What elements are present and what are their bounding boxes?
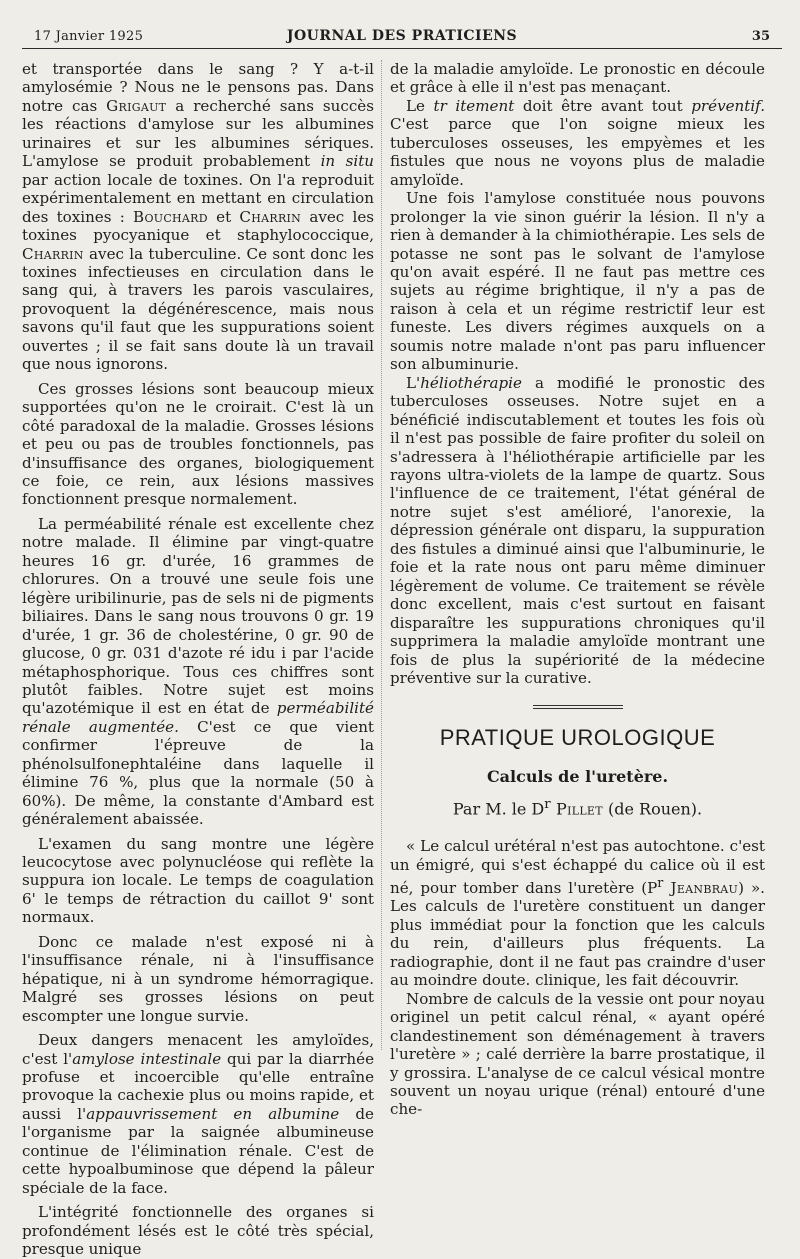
author-name: Bouchard xyxy=(133,207,208,226)
page-header xyxy=(22,26,782,49)
paragraph: La perméabilité rénale est excellente chez notre malade. Il élimine par vingt-quatre heures 16 gr. d'urée, 16 grammes de chlorures. On a trouvé une seule fois une légère uribilinurie, pas de sels ni de pigments biliaires. Dans le sang nous trouvons 0 gr. 19 d'urée, 1 gr. 36 de cholestérine, 0 gr. 90 de glucose, 0 gr. 031 d'azote ré idu i par l'acide métaphosphorique. Tous ces chiffres sont plutôt faibles. Notre sujet est moins qu'azotémique il est en état de perméabilité rénale augmentée. C'est ce que vient confirmer l'épreuve de la phénolsulfonephtaléine dans laquelle il élimine 76 %, plus que la normale (50 à 60%). De même, la constante d'Ambard est généralement abaissée. xyxy=(22,514,374,829)
paragraph: Donc ce malade n'est exposé ni à l'insuffisance rénale, ni à l'insuffisance hépatique, ni à un syndrome hémorragique. Malgré ses grosses lésions on peut escompter une longue survie. xyxy=(22,932,374,1025)
section-title: PRATIQUE UROLOGIQUE xyxy=(439,725,716,751)
paragraph: de la maladie amyloïde. Le pronostic en découle et grâce à elle il n'est pas menaçant. xyxy=(390,60,765,97)
paragraph: Nombre de calculs de la vessie ont pour noyau originel un petit calcul rénal, « ayant opéré clandestinement son déménagement à travers l'uretère » ; calé derrière la barre prostatique, il y grossira. L'analyse de ce calcul vésical montre souvent un noyau urique (rénal) entouré d'une che- xyxy=(390,989,765,1119)
paragraph: et transportée dans le sang ? Y a-t-il amylosémie ? Nous ne le pensons pas. Dans notre cas Grigaut a recherché sans succès les réactions d'amylose sur les albumines urinaires et sur les albumines sériques. L'amylose se produit probablement in situ par action locale de toxines. On l'a reproduit expérimentalement en mettant en circulation des toxines : Bouchard et Charrin avec les toxines pyocyanique et staphylococcique, Charrin avec la tuberculine. Ce sont donc les toxines infectieuses en circulation dans le sang qui, à travers les parois vasculaires, provoquent la dégénérescence, mais nous savons qu'il faut que les suppurations soient ouvertes ; il se fait sans doute là un travail que nous ignorons. xyxy=(22,60,375,374)
author-name: Charrin xyxy=(22,244,84,263)
author-name: Charrin xyxy=(239,207,302,226)
page-number: 35 xyxy=(751,29,770,44)
article-author: Par M. le $D^r$ Pillet (de Rouen). xyxy=(452,797,703,819)
paragraph: Une fois l'amylose constituée nous pouvons prolonger la vie sinon guérir la lésion. Il n'y a rien à demander à la chimiothérapie. Les sels de potasse ne sont pas le solvant de l'amylose qu'on avait espéré. Il ne faut pas mettre ces sujets au régime brightique, il n'y a pas de raison à cela et un régime restrictif leur est funeste. Les divers régimes auxquels on a soumis notre malade n'ont pas paru influencer son albuminurie. xyxy=(390,189,765,374)
paragraph: Deux dangers menacent les amyloïdes, c'est l'amylose intestinale qui par la diarrhée profuse et incoercible qu'elle entraîne provoque la cachexie plus ou moins rapide, et aussi l'appauvrissement en albumine de l'organisme par la saignée albumineuse continue de l'élimination rénale. C'est de cette hypoalbuminose que dépend la pâleur spéciale de la face. xyxy=(22,1031,375,1197)
issue-date: 17 Janvier 1925 xyxy=(34,29,144,44)
article-title: Calculs de l'uretère. xyxy=(486,766,669,786)
right-column xyxy=(390,60,765,1119)
author-name: Grigaut xyxy=(106,96,167,115)
section-ornament xyxy=(533,705,623,709)
paragraph: L'examen du sang montre une légère leucocytose avec polynucléose qui reflète la suppura ion locale. Le temps de coagulation 6' le temps de rétraction du caillot 9' sont normaux. xyxy=(22,834,374,927)
paragraph: « Le calcul urétéral n'est pas autochtone. c'est un émigré, qui s'est échappé du calice où il est né, pour tomber dans l'uretère ($P^r$ Jeanbrau) ». Les calculs de l'uretère constituent un danger plus immédiat pour la fonction que les calculs du rein, d'ailleurs plus fréquents. La radiographie, dont il ne faut pas craindre d'user au moindre doute. clinique, les fait découvrir. xyxy=(390,837,765,990)
journal-title: JOURNAL DES PRATICIENS xyxy=(286,28,518,44)
paragraph: L'intégrité fonctionnelle des organes si profondément lésés est le côté très spécial, presque unique xyxy=(22,1203,374,1259)
paragraph: Le tr itement doit être avant tout préventif. C'est parce que l'on soigne mieux les tuberculoses osseuses, les empyèmes et les fistules que nous ne voyons plus de maladie amyloïde. xyxy=(390,96,765,189)
left-column xyxy=(22,60,374,1259)
paragraph: Ces grosses lésions sont beaucoup mieux supportées qu'on ne le croirait. C'est là un côté paradoxal de la maladie. Grosses lésions et peu ou pas de troubles fonctionnels, pas d'insuffisance des organes, biologiquement ce foie, ce rein, aux lésions massives fonctionnent presque normalement. xyxy=(22,379,374,509)
paragraph: L'héliothérapie a modifié le pronostic des tuberculoses osseuses. Notre sujet en a bénéficié indiscutablement et toutes les fois où il n'est pas possible de faire profiter du soleil on s'adressera à l'héliothérapie artificielle par les rayons ultra-violets de la lampe de quartz. Sous l'influence de ce traitement, l'état général de notre sujet s'est amélioré, l'anorexie, la dépression générale ont disparu, la suppuration des fistules a diminué ainsi que l'albuminurie, le foie et la rate nous ont paru même diminuer légèrement de volume. Ce traitement se révèle donc excellent, mais c'est surtout en faisant disparaître les suppurations chroniques qu'il supprimera la maladie amyloïde montrant une fois de plus la supériorité de la médecine préventive sur la curative. xyxy=(390,373,765,687)
column-divider xyxy=(381,60,382,1050)
